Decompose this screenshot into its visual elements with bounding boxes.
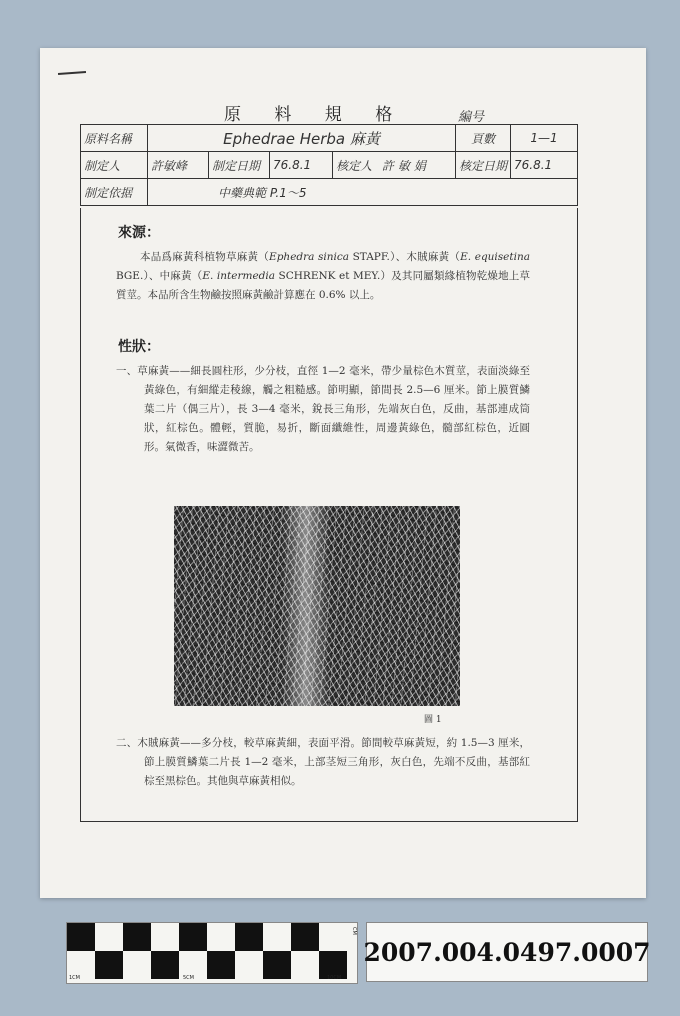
property-item-1: 一、草麻黃——細長圓柱形，少分枝，直徑 1—2 毫米，帶少量棕色木質莖，表面淡綠至黃綠色，有細縱走稜線，觸之粗糙感。節明顯，節間長 2.5—6 厘米。節上膜質鱗葉二片（偶三片），長 3—4 毫米，銳長三角形，先端灰白色，反曲，基部連成筒狀，紅棕色。體輕，質脆，易折，斷面纖維性，周邊黃綠色，髓部紅棕色，近圓形。氣微香，味澀微苦。 bbox=[116, 365, 530, 453]
scale-label-1cm: 1CM bbox=[69, 975, 80, 981]
scale-square bbox=[123, 923, 151, 951]
scale-square bbox=[179, 923, 207, 951]
scale-square bbox=[67, 923, 95, 951]
basis-label: 制定依据 bbox=[81, 179, 148, 206]
scale-square bbox=[95, 951, 123, 979]
source-paragraph: 本品爲麻黃科植物草麻黃（Ephedra sinica STAPF.）、木賊麻黃（E. equisetina BGE.）、中麻黃（E. intermedia SCHRENK et MEY.）及其同屬類緣植物乾燥地上草質莖。本品所含生物鹼按照麻黃鹼計算應在 0.6% 以上。 bbox=[116, 251, 530, 301]
scale-square bbox=[151, 951, 179, 979]
check-date-value: 76.8.1 bbox=[511, 152, 578, 179]
scale-label-10cm: 10CM bbox=[327, 975, 342, 981]
source-heading: 來源： bbox=[118, 225, 160, 241]
basis-value: 中藥典範 P.1〜5 bbox=[148, 179, 578, 206]
checker-cell bbox=[333, 152, 456, 179]
checker-value: 許敏娟 bbox=[381, 158, 430, 173]
latin-name-intermedia: E. intermedia bbox=[202, 270, 276, 282]
material-name-label: 原料名稱 bbox=[81, 125, 148, 152]
herb-photo bbox=[174, 506, 460, 706]
draft-date-value: 76.8.1 bbox=[270, 152, 333, 179]
check-date-label: 核定日期 bbox=[455, 152, 510, 179]
drafter-label: 制定人 bbox=[81, 152, 148, 179]
spec-header-table bbox=[80, 124, 578, 206]
document-title: 原 料 規 格 bbox=[224, 105, 407, 125]
figure-caption: 圖 1 bbox=[424, 715, 442, 725]
latin-name-sinica: Ephedra sinica bbox=[269, 251, 350, 263]
property-item-2: 二、木賊麻黃——多分枝，較草麻黃細，表面平滑。節間較草麻黃短，約 1.5—3 厘米，節上膜質鱗葉二片長 1—2 毫米，上部茎短三角形，灰白色，先端不反曲，基部紅棕至黑棕色。其他與草麻黃相似。 bbox=[116, 737, 530, 787]
draft-date-label: 制定日期 bbox=[209, 152, 270, 179]
scale-square bbox=[263, 951, 291, 979]
scale-side-label: CM bbox=[351, 927, 357, 935]
scale-square bbox=[291, 923, 319, 951]
color-scale-bar bbox=[66, 922, 358, 984]
page-value: 1—1 bbox=[511, 125, 578, 152]
scale-square bbox=[235, 923, 263, 951]
drafter-value: 許敏峰 bbox=[148, 152, 209, 179]
checker-label: 核定人 bbox=[336, 158, 373, 173]
accession-number: 2007.004.0497.0007 bbox=[366, 922, 648, 982]
latin-name-equisetina: E. equisetina bbox=[460, 251, 530, 263]
page-label: 頁數 bbox=[455, 125, 510, 152]
document-number-label: 編号 bbox=[458, 110, 485, 125]
properties-heading: 性狀： bbox=[118, 339, 160, 355]
material-name-value: Ephedrae Herba 麻黃 bbox=[148, 125, 456, 152]
scale-square bbox=[207, 951, 235, 979]
scale-label-5cm: 5CM bbox=[183, 975, 194, 981]
